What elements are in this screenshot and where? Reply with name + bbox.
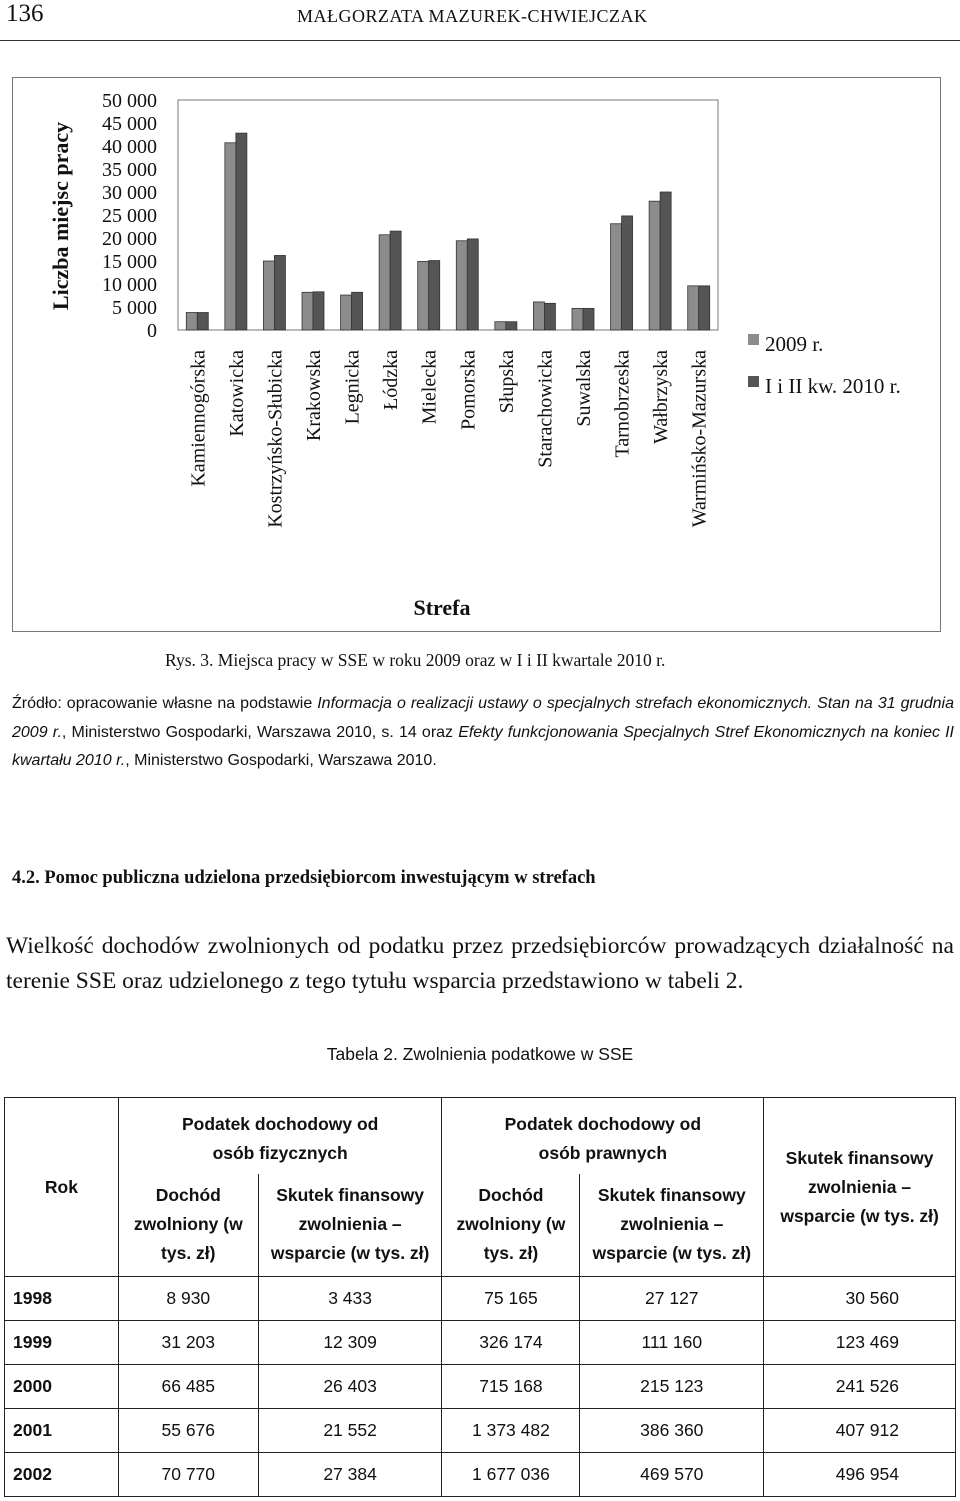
cell-total: 30 560 (764, 1277, 956, 1321)
bar (379, 235, 390, 330)
y-tick-label: 20 000 (102, 228, 157, 250)
table-row (5, 1277, 956, 1321)
x-tick-label: Pomorska (457, 350, 480, 430)
cell-cit-income: 326 174 (442, 1321, 580, 1365)
y-tick-label: 40 000 (102, 136, 157, 158)
x-tick-label: Katowicka (225, 350, 248, 437)
bar (544, 303, 555, 330)
bar (263, 261, 274, 330)
cell-pit-income: 70 770 (118, 1453, 258, 1497)
bar (533, 302, 544, 330)
bar (649, 201, 660, 330)
bar (622, 216, 633, 330)
bar (390, 231, 401, 330)
y-tick-label: 30 000 (102, 182, 157, 204)
cell-total: 407 912 (764, 1409, 956, 1453)
source-text-3: , Ministerstwo Gospodarki, Warszawa 2010. (125, 752, 437, 769)
x-tick-label: Kostrzyńsko-Słubicka (264, 350, 287, 528)
header-total-effect: Skutek finansowy zwolnienia – wsparcie (w tys. zł) (764, 1098, 956, 1277)
cell-pit-income: 31 203 (118, 1321, 258, 1365)
cell-cit-effect: 111 160 (580, 1321, 764, 1365)
legend-label: 2009 r. (765, 332, 824, 356)
y-tick-label: 45 000 (102, 113, 157, 135)
table-row (5, 1365, 956, 1409)
source-title-1: Informacja o realizacji ustawy o specjalnych strefach ekonomicznych. Stan na 31 grudnia 2009 r. (12, 695, 955, 741)
cell-total: 123 469 (764, 1321, 956, 1365)
cell-pit-income: 66 485 (118, 1365, 258, 1409)
legend-swatch (748, 334, 759, 345)
running-head: MAŁGORZATA MAZUREK-CHWIEJCZAK (297, 6, 648, 26)
cell-pit-effect: 3 433 (258, 1277, 442, 1321)
x-tick-label: Starachowicka (534, 350, 557, 468)
bar (225, 143, 236, 330)
header-pit-effect: Skutek finansowy zwolnienia – wsparcie (w tys. zł) (258, 1174, 442, 1277)
cell-pit-effect: 26 403 (258, 1365, 442, 1409)
bar (236, 133, 247, 330)
bar (572, 308, 583, 330)
header-pit-income: Dochód zwolniony (w tys. zł) (118, 1174, 258, 1277)
figure-caption: Rys. 3. Miejsca pracy w SSE w roku 2009 oraz w I i II kwartale 2010 r. (165, 650, 666, 670)
header-cit-group: Podatek dochodowy od osób prawnych (442, 1098, 764, 1174)
y-tick-label: 25 000 (102, 205, 157, 227)
bar (688, 286, 699, 330)
cell-cit-effect: 27 127 (580, 1277, 764, 1321)
cell-cit-income: 75 165 (442, 1277, 580, 1321)
cell-cit-effect: 469 570 (580, 1453, 764, 1497)
y-tick-label: 15 000 (102, 251, 157, 273)
legend-label: I i II kw. 2010 r. (765, 374, 901, 398)
x-tick-label: Tarnobrzeska (611, 350, 634, 458)
page-number: 136 (6, 0, 44, 27)
header-rok: Rok (5, 1098, 119, 1277)
bar (302, 292, 313, 330)
cell-year: 2001 (5, 1409, 119, 1453)
source-text-1: Źródło: opracowanie własne na podstawie (12, 695, 318, 712)
header-pit-group: Podatek dochodowy od osób fizycznych (118, 1098, 442, 1174)
bar (352, 292, 363, 330)
x-tick-label: Słupska (495, 350, 518, 414)
x-axis-label: Strefa (413, 595, 471, 620)
plot-area (178, 100, 718, 330)
bar (456, 241, 467, 330)
bar (660, 192, 671, 330)
bar (611, 224, 622, 330)
x-tick-label: Warmińsko-Mazurska (688, 350, 711, 528)
table-title: Tabela 2. Zwolnienia podatkowe w SSE (326, 1044, 634, 1064)
y-axis-label: Liczba miejsc pracy (48, 121, 73, 311)
cell-pit-effect: 12 309 (258, 1321, 442, 1365)
bar (418, 261, 429, 330)
cell-total: 496 954 (764, 1453, 956, 1497)
x-tick-label: Łódzka (380, 350, 403, 410)
table-row (5, 1409, 956, 1453)
body-paragraph: Wielkość dochodów zwolnionych od podatku przez przedsiębiorców prowadzących działalność na terenie SSE oraz udzielonego z tego tytułu wsparcia przedstawiono w tabeli 2. (6, 933, 954, 994)
y-tick-label: 5 000 (112, 297, 157, 319)
cell-pit-effect: 21 552 (258, 1409, 442, 1453)
x-tick-label: Legnicka (341, 350, 364, 425)
cell-total: 241 526 (764, 1365, 956, 1409)
cell-pit-effect: 27 384 (258, 1453, 442, 1497)
cell-cit-effect: 215 123 (580, 1365, 764, 1409)
y-tick-label: 50 000 (102, 90, 157, 112)
cell-pit-income: 8 930 (118, 1277, 258, 1321)
bar (467, 239, 478, 330)
cell-cit-effect: 386 360 (580, 1409, 764, 1453)
source-title-2: Efekty funkcjonowania Specjalnych Stref Ekonomicznych na koniec II kwartału 2010 r. (12, 723, 955, 769)
bar (274, 255, 285, 330)
table-row (5, 1321, 956, 1365)
cell-year: 2000 (5, 1365, 119, 1409)
cell-cit-income: 715 168 (442, 1365, 580, 1409)
bar-chart (0, 0, 960, 640)
y-tick-label: 0 (147, 320, 157, 342)
bar (313, 292, 324, 330)
bar (197, 313, 208, 330)
legend-swatch (748, 376, 759, 387)
header-cit-effect: Skutek finansowy zwolnienia – wsparcie (w tys. zł) (580, 1174, 764, 1277)
cell-year: 1999 (5, 1321, 119, 1365)
cell-cit-income: 1 373 482 (442, 1409, 580, 1453)
bar (341, 295, 352, 330)
x-tick-label: Krakowska (303, 350, 325, 442)
cell-year: 1998 (5, 1277, 119, 1321)
y-tick-label: 10 000 (102, 274, 157, 296)
cell-cit-income: 1 677 036 (442, 1453, 580, 1497)
source-text-2: , Ministerstwo Gospodarki, Warszawa 2010, s. 14 oraz (61, 723, 459, 741)
bar (186, 313, 197, 330)
x-tick-label: Suwalska (573, 350, 595, 427)
bar (429, 261, 440, 330)
x-tick-label: Wałbrzyska (650, 350, 673, 444)
bar (495, 322, 506, 330)
tax-exemption-table (4, 1097, 956, 1497)
x-tick-label: Mielecka (418, 350, 441, 425)
bar (699, 286, 710, 330)
table-row (5, 1453, 956, 1497)
y-tick-label: 35 000 (102, 159, 157, 181)
section-heading: 4.2. Pomoc publiczna udzielona przedsiębiorcom inwestującym w strefach (12, 868, 596, 888)
cell-pit-income: 55 676 (118, 1409, 258, 1453)
x-tick-label: Kamiennogórska (187, 350, 210, 487)
bar (583, 308, 594, 330)
cell-year: 2002 (5, 1453, 119, 1497)
header-cit-income: Dochód zwolniony (w tys. zł) (442, 1174, 580, 1277)
source-note (12, 690, 954, 776)
bar (506, 322, 517, 330)
